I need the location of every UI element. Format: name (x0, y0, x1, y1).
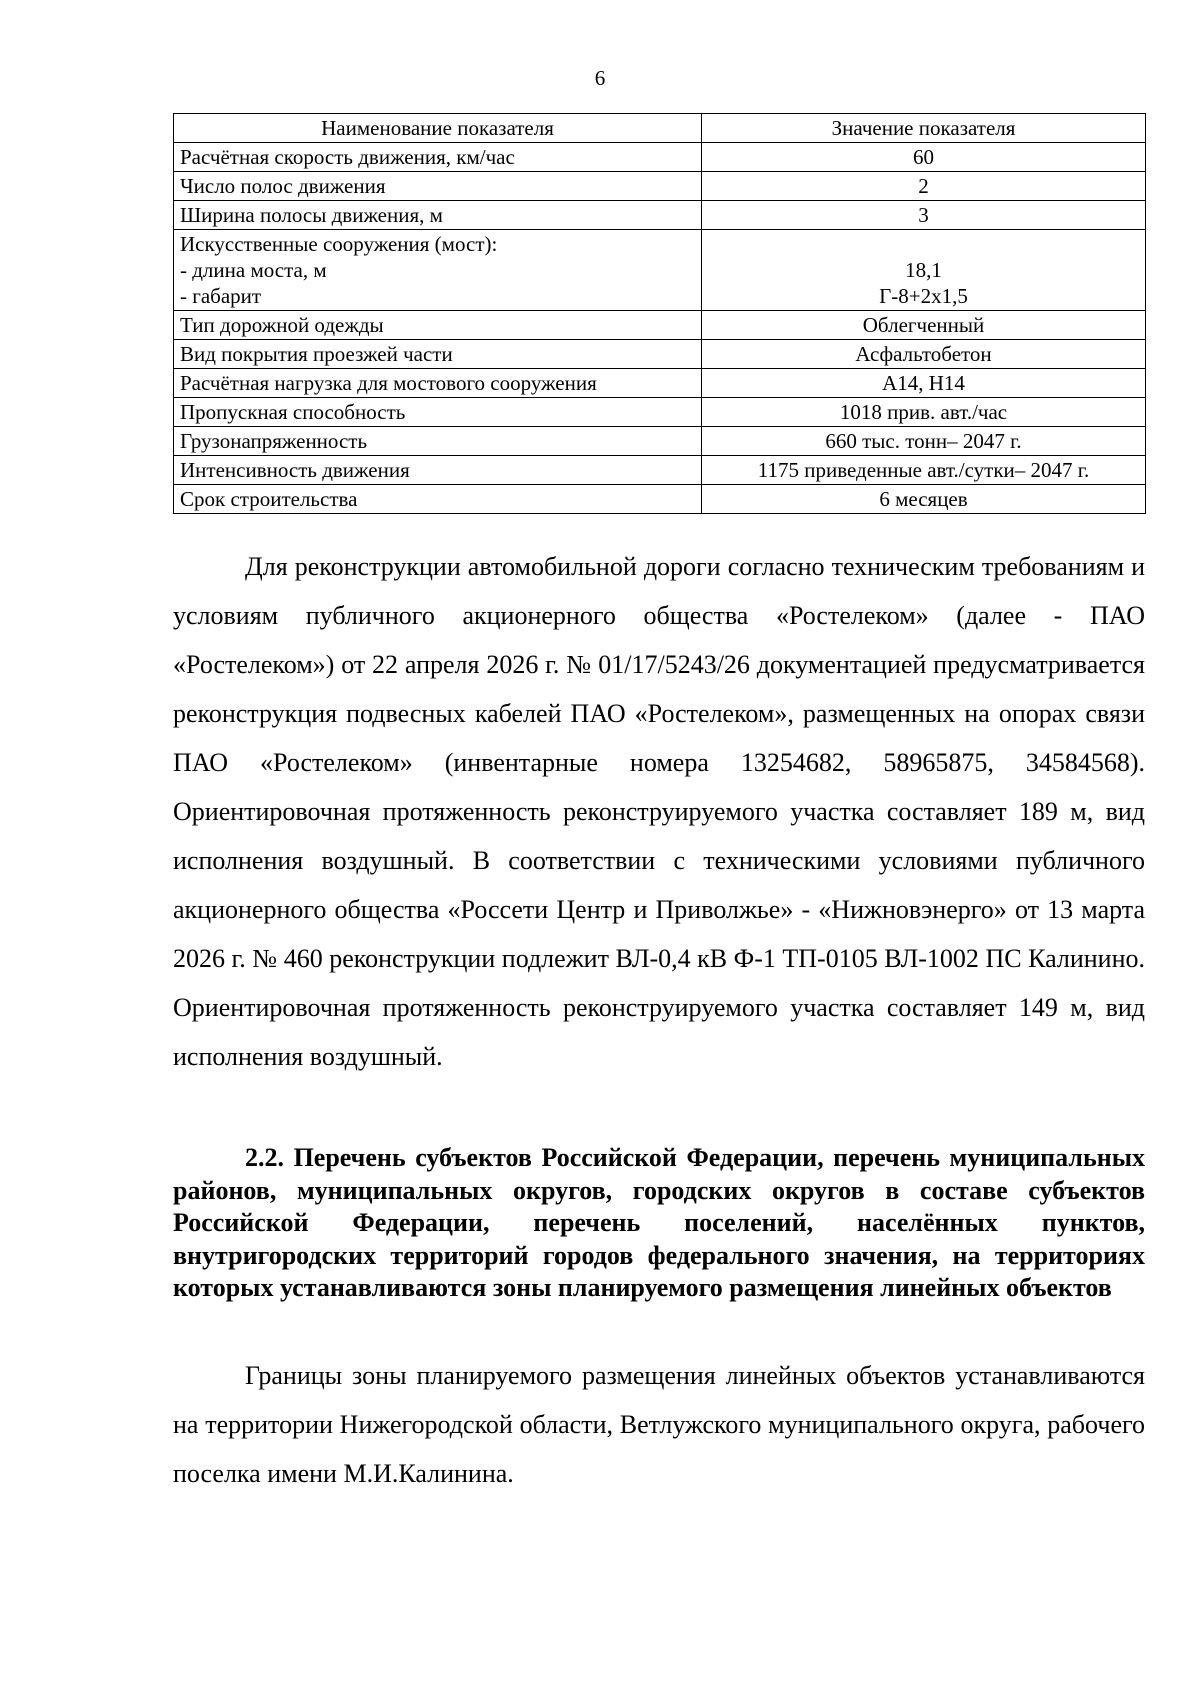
table-row (174, 340, 1146, 369)
column-header-value: Значение показателя (702, 114, 1146, 143)
table-row (174, 398, 1146, 427)
indicator-value: 3 (702, 201, 1146, 230)
indicator-value: 6 месяцев (702, 485, 1146, 514)
indicator-value-line: 18,1 (905, 258, 942, 282)
indicator-value: Асфальтобетон (702, 340, 1146, 369)
indicator-value-line: Г-8+2х1,5 (879, 284, 968, 308)
indicators-table (173, 113, 1146, 514)
section-heading-2-2: 2.2. Перечень субъектов Российской Федерации, перечень муниципальных районов, муниципальных округов, городских округов в составе субъектов Российской Федерации, перечень поселений, населённых пунктов, внутригородских территорий городов федерального значения, на территориях которых устанавливаются зоны планируемого размещения линейных объектов (173, 1143, 1145, 1302)
table-row (174, 369, 1146, 398)
body-paragraph-zone-boundaries: Границы зоны планируемого размещения линейных объектов устанавливаются на территории Нижегородской области, Ветлужского муниципального округа, рабочего поселка имени М.И.Калинина. (173, 1361, 1145, 1488)
indicator-name: Тип дорожной одежды (174, 311, 702, 340)
indicator-name: Число полос движения (174, 172, 702, 201)
indicator-value: 1175 приведенные авт./сутки– 2047 г. (702, 456, 1146, 485)
column-header-name: Наименование показателя (174, 114, 702, 143)
indicator-name-line: - длина моста, м (180, 258, 327, 282)
indicator-value: 2 (702, 172, 1146, 201)
indicator-value: 60 (702, 143, 1146, 172)
indicator-name (174, 230, 702, 311)
indicator-name: Расчётная скорость движения, км/час (174, 143, 702, 172)
indicator-value-line (708, 231, 1139, 257)
table-row (174, 230, 1146, 311)
indicator-value: 1018 прив. авт./час (702, 398, 1146, 427)
table-row (174, 485, 1146, 514)
indicator-value: 660 тыс. тонн– 2047 г. (702, 427, 1146, 456)
indicator-value (702, 230, 1146, 311)
indicator-name-line: Искусственные сооружения (мост): (180, 232, 498, 256)
table-row (174, 201, 1146, 230)
indicator-name-line: - габарит (180, 284, 262, 308)
table-row (174, 456, 1146, 485)
indicator-value: А14, Н14 (702, 369, 1146, 398)
indicator-name: Вид покрытия проезжей части (174, 340, 702, 369)
indicator-value: Облегченный (702, 311, 1146, 340)
table-header-row (174, 114, 1146, 143)
table-row (174, 143, 1146, 172)
indicator-name: Грузонапряженность (174, 427, 702, 456)
table-row (174, 172, 1146, 201)
page-number: 6 (594, 66, 606, 90)
table-row (174, 427, 1146, 456)
indicator-name: Пропускная способность (174, 398, 702, 427)
table-row (174, 311, 1146, 340)
indicator-name: Интенсивность движения (174, 456, 702, 485)
indicator-name: Расчётная нагрузка для мостового сооружения (174, 369, 702, 398)
body-paragraph-reconstruction: Для реконструкции автомобильной дороги согласно техническим требованиям и условиям публичного акционерного общества «Ростелеком» (далее - ПАО «Ростелеком») от 22 апреля 2026 г. № 01/17/5243/26 документацией предусматривается реконструкция подвесных кабелей ПАО «Ростелеком», размещенных на опорах связи ПАО «Ростелеком» (инвентарные номера 13254682, 58965875, 34584568). Ориентировочная протяженность реконструируемого участка составляет 189 м, вид исполнения воздушный. В соответствии с техническими условиями публичного акционерного общества «Россети Центр и Приволжье» - «Нижновэнерго» от 13 марта 2026 г. № 460 реконструкции подлежит ВЛ-0,4 кВ Ф-1 ТП-0105 ВЛ-1002 ПС Калинино. Ориентировочная протяженность реконструируемого участка составляет 149 м, вид исполнения воздушный. (173, 552, 1145, 1071)
indicator-name: Срок строительства (174, 485, 702, 514)
indicator-name: Ширина полосы движения, м (174, 201, 702, 230)
